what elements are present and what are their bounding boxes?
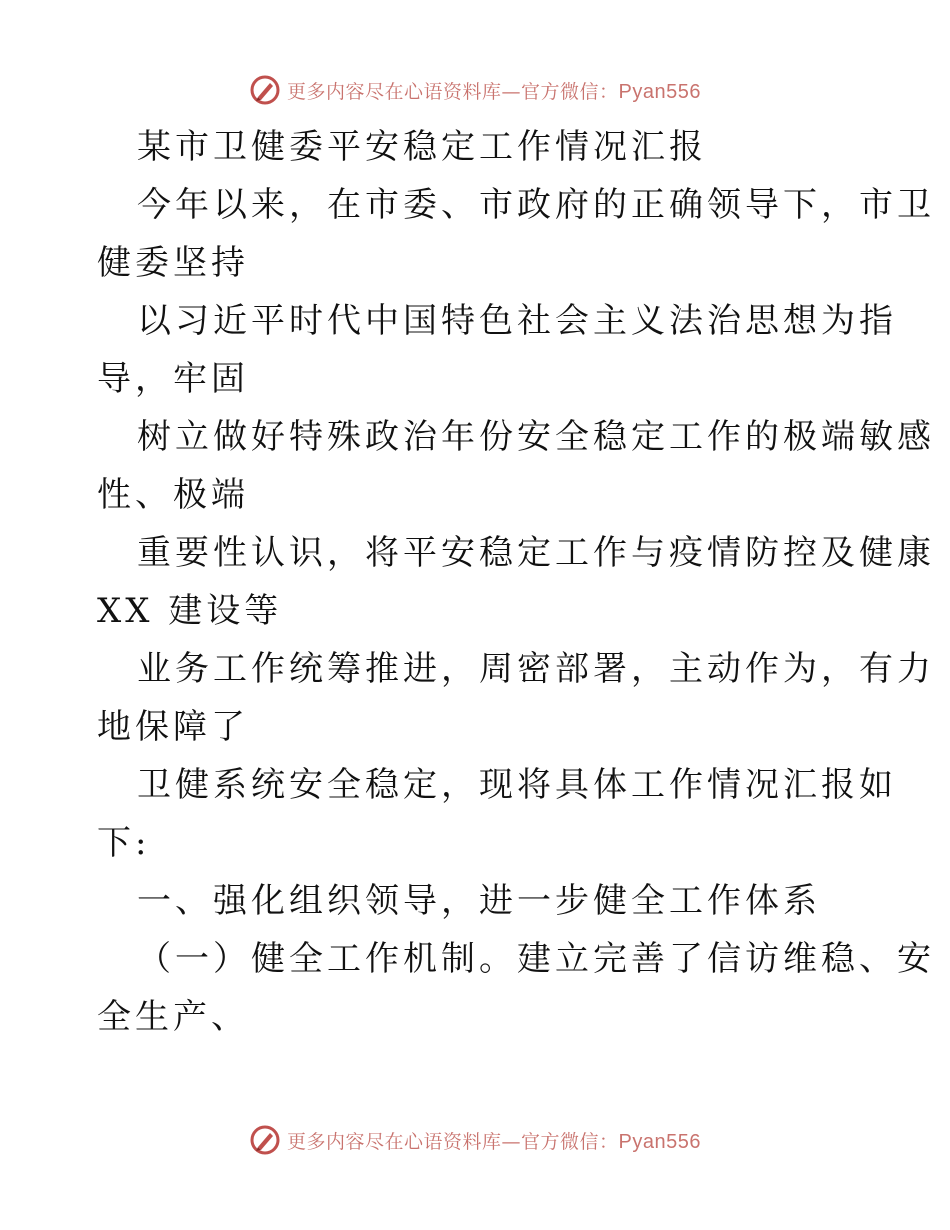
document-line: （一）健全工作机制。建立完善了信访维稳、安 [137,939,935,979]
document-line: 下: [97,823,151,863]
document-line: 重要性认识，将平安稳定工作与疫情防控及健康 [137,533,935,573]
document-line: 卫健系统安全稳定，现将具体工作情况汇报如 [137,765,897,805]
document-line: 全生产、 [97,997,249,1037]
watermark-wechat-id: Pyan556 [618,1130,701,1153]
document-line: 一、强化组织领导，进一步健全工作体系 [137,881,821,921]
watermark-text: 更多内容尽在心语资料库—官方微信：Pyan556 [287,80,701,103]
document-line: 性、极端 [97,475,249,515]
header-watermark [0,72,950,108]
pen-circle-logo-icon [249,74,281,106]
document-line: 某市卫健委平安稳定工作情况汇报 [137,127,707,167]
document-line: 树立做好特殊政治年份安全稳定工作的极端敏感 [137,417,935,457]
document-line: 以习近平时代中国特色社会主义法治思想为指 [137,301,897,341]
document-line: 导，牢固 [97,359,249,399]
document-body [97,118,935,1046]
document-line: 业务工作统筹推进，周密部署，主动作为，有力 [137,649,935,689]
footer-watermark [0,1122,950,1158]
pen-circle-logo-icon [249,1124,281,1156]
document-line: 地保障了 [97,707,249,747]
document-line: XX 建设等 [97,591,283,631]
watermark-wechat-id: Pyan556 [618,80,701,103]
document-line: 健委坚持 [97,243,249,283]
watermark-text: 更多内容尽在心语资料库—官方微信：Pyan556 [287,1130,701,1153]
document-line: 今年以来，在市委、市政府的正确领导下，市卫 [137,185,935,225]
